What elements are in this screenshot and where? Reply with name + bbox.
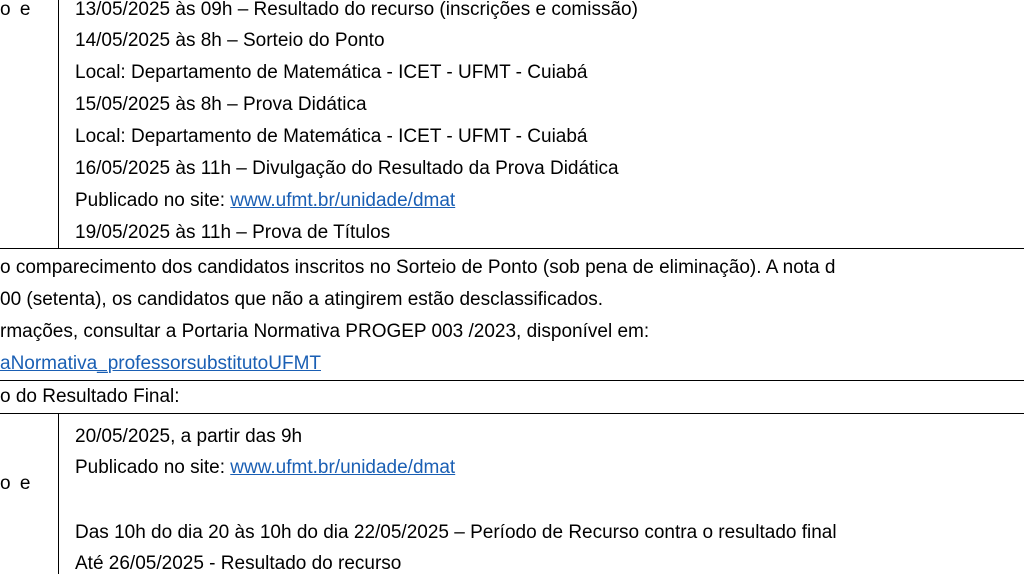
- final-line-3: Das 10h do dia 20 às 10h do dia 22/05/2025 – Período de Recurso contra o resultado final: [75, 522, 837, 543]
- schedule-line-8: 19/05/2025 às 11h – Prova de Títulos: [75, 222, 391, 243]
- final-line-4: Até 26/05/2025 - Resultado do recurso: [75, 553, 402, 574]
- row-divider-3: [0, 413, 1024, 414]
- schedule-line-5: Local: Departamento de Matemática - ICET - UFMT - Cuiabá: [75, 126, 588, 147]
- note-line-1: o comparecimento dos candidatos inscritos no Sorteio de Ponto (sob pena de eliminação). A nota d: [0, 257, 836, 278]
- dmat-site-link[interactable]: www.ufmt.br/unidade/dmat: [230, 190, 456, 211]
- row-divider-2: [0, 380, 1024, 381]
- result-header: o do Resultado Final:: [0, 386, 180, 407]
- left-cell-fragment-bottom: o e: [0, 473, 33, 494]
- schedule-line-3: Local: Departamento de Matemática - ICET - UFMT - Cuiabá: [75, 62, 588, 83]
- dmat-site-link-2[interactable]: www.ufmt.br/unidade/dmat: [230, 457, 456, 478]
- final-line-2: [75, 456, 455, 480]
- published-label-2: Publicado no site:: [75, 457, 231, 478]
- row-divider-1: [0, 248, 1024, 249]
- schedule-line-6: 16/05/2025 às 11h – Divulgação do Resultado da Prova Didática: [75, 158, 619, 179]
- schedule-line-1: 13/05/2025 às 09h – Resultado do recurso (inscrições e comissão): [75, 0, 638, 20]
- schedule-line-2: 14/05/2025 às 8h – Sorteio do Ponto: [75, 30, 385, 51]
- table-column-divider-top: [58, 0, 59, 248]
- left-cell-fragment-top: o e: [0, 0, 33, 20]
- published-label: Publicado no site:: [75, 190, 231, 211]
- final-line-1: 20/05/2025, a partir das 9h: [75, 426, 303, 447]
- schedule-line-7: [75, 189, 455, 213]
- schedule-line-4: 15/05/2025 às 8h – Prova Didática: [75, 94, 367, 115]
- note-line-4: [0, 352, 321, 376]
- table-column-divider-bottom: [58, 413, 59, 574]
- note-line-2: 00 (setenta), os candidatos que não a atingirem estão desclassificados.: [0, 289, 604, 310]
- note-line-3: rmações, consultar a Portaria Normativa PROGEP 003 /2023, disponível em:: [0, 321, 650, 342]
- portaria-link[interactable]: aNormativa_professorsubstitutoUFMT: [0, 353, 321, 374]
